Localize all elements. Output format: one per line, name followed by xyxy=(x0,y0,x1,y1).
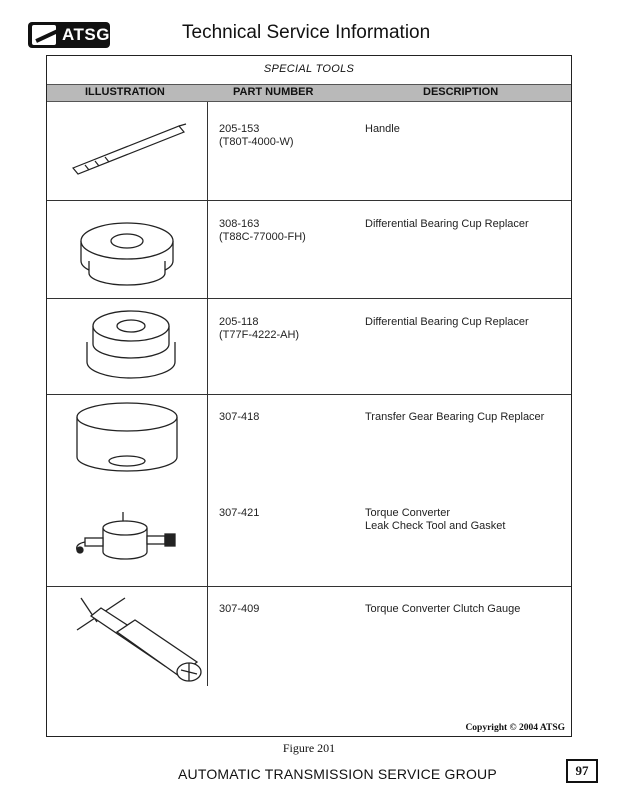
column-header-bar xyxy=(47,84,571,102)
footer-org: AUTOMATIC TRANSMISSION SERVICE GROUP xyxy=(178,766,497,782)
part-number-cell: 308-163 (T88C-77000-FH) xyxy=(219,218,306,243)
column-part-number: PART NUMBER xyxy=(233,86,314,98)
leak-check-tool-icon xyxy=(71,508,183,578)
part-number-cell: 307-409 xyxy=(219,603,260,615)
panel-caption: SPECIAL TOOLS xyxy=(263,63,355,75)
page-title: Technical Service Information xyxy=(182,22,431,43)
row-separator xyxy=(47,298,571,299)
description-cell: Torque Converter Clutch Gauge xyxy=(365,603,521,615)
atsg-logo xyxy=(28,22,110,48)
logo-text: ATSG xyxy=(62,25,110,44)
logo-mark-icon xyxy=(32,25,56,45)
clutch-gauge-icon xyxy=(57,590,207,694)
description-cell: Transfer Gear Bearing Cup Replacer xyxy=(365,411,545,423)
figure-label: Figure 201 xyxy=(282,741,336,755)
row-separator xyxy=(47,200,571,201)
part-number-cell: 205-118 (T77F-4222-AH) xyxy=(219,316,300,341)
row-separator xyxy=(47,586,571,587)
part-number-cell: 307-418 xyxy=(219,411,260,423)
handle-icon xyxy=(67,118,192,176)
description-cell: Differential Bearing Cup Replacer xyxy=(365,316,529,328)
description-cell: Differential Bearing Cup Replacer xyxy=(365,218,529,230)
row-separator xyxy=(47,394,571,395)
description-cell: Handle xyxy=(365,123,400,135)
part-number-cell: 307-421 xyxy=(219,507,260,519)
transfer-gear-replacer-icon xyxy=(71,399,183,475)
column-description: DESCRIPTION xyxy=(423,86,499,98)
column-illustration: ILLUSTRATION xyxy=(85,86,165,98)
bearing-cup-replacer-icon xyxy=(75,211,179,291)
bearing-cup-replacer-icon xyxy=(83,304,179,388)
description-cell: Torque Converter Leak Check Tool and Gasket xyxy=(365,507,506,532)
part-number-cell: 205-153 (T80T-4000-W) xyxy=(219,123,294,148)
special-tools-panel xyxy=(46,55,572,737)
page-number: 97 xyxy=(566,759,598,783)
copyright-notice: Copyright © 2004 ATSG xyxy=(465,723,565,733)
